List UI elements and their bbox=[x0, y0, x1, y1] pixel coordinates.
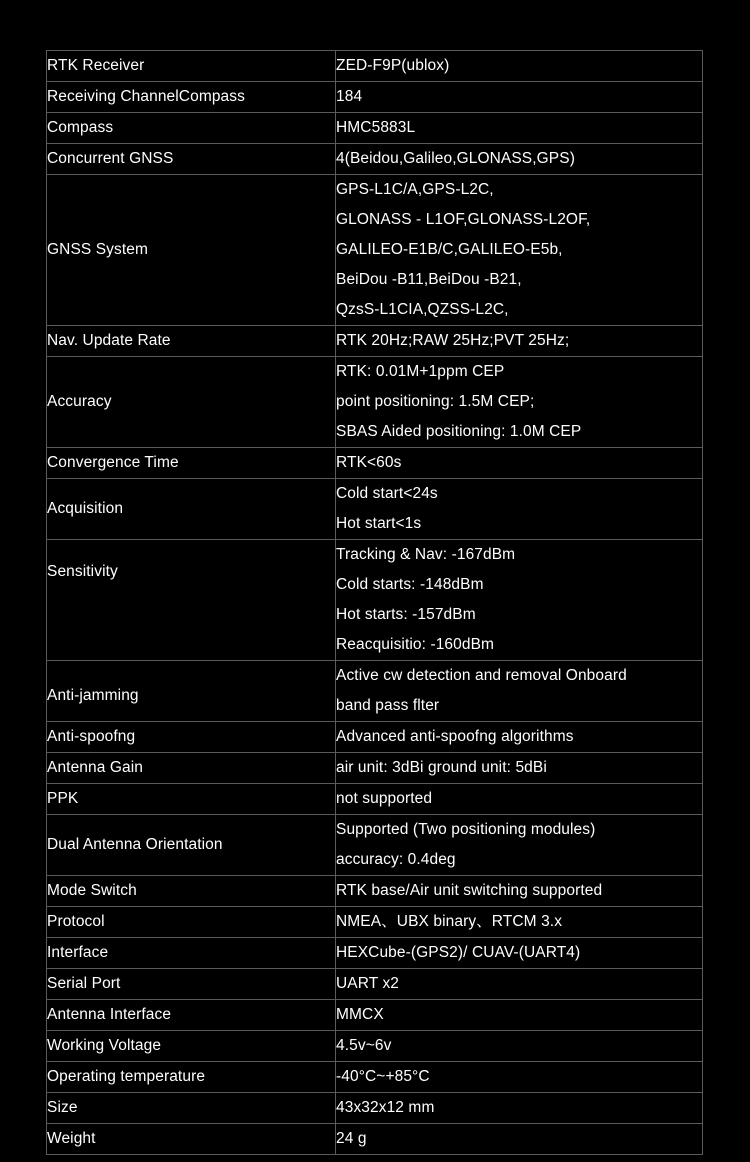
spec-label: Anti-jamming bbox=[47, 687, 139, 704]
spec-value-cell bbox=[336, 753, 703, 784]
spec-label: Receiving ChannelCompass bbox=[47, 88, 245, 105]
spec-label: Working Voltage bbox=[47, 1037, 162, 1054]
spec-label: Antenna Interface bbox=[47, 1006, 172, 1023]
spec-row bbox=[47, 540, 703, 661]
spec-value-cell bbox=[336, 82, 703, 113]
spec-value-line: HMC5883L bbox=[336, 119, 416, 136]
spec-row bbox=[47, 82, 703, 113]
spec-label-cell bbox=[47, 540, 336, 661]
spec-value-line: MMCX bbox=[336, 1006, 384, 1023]
spec-label: RTK Receiver bbox=[47, 57, 145, 74]
spec-value-cell bbox=[336, 938, 703, 969]
spec-row bbox=[47, 113, 703, 144]
spec-value-cell bbox=[336, 144, 703, 175]
spec-row bbox=[47, 969, 703, 1000]
spec-value-line: 4(Beidou,Galileo,GLONASS,GPS) bbox=[336, 150, 575, 167]
spec-label: Weight bbox=[47, 1130, 96, 1147]
spec-value-cell bbox=[336, 969, 703, 1000]
spec-value-line: not supported bbox=[336, 790, 433, 807]
spec-value-line: NMEA、UBX binary、RTCM 3.x bbox=[336, 913, 563, 930]
spec-value-line: Hot start<1s bbox=[336, 515, 422, 532]
spec-label-cell bbox=[47, 448, 336, 479]
spec-label: Sensitivity bbox=[47, 563, 118, 580]
spec-value-cell bbox=[336, 1062, 703, 1093]
spec-row bbox=[47, 938, 703, 969]
spec-value-line: 24 g bbox=[336, 1130, 367, 1147]
spec-value-cell bbox=[336, 1000, 703, 1031]
spec-label: Convergence Time bbox=[47, 454, 179, 471]
spec-value-line: HEXCube-(GPS2)/ CUAV-(UART4) bbox=[336, 944, 581, 961]
spec-row bbox=[47, 753, 703, 784]
spec-value-line: GLONASS - L1OF,GLONASS-L2OF, bbox=[336, 211, 591, 228]
spec-value-line: Supported (Two positioning modules) bbox=[336, 821, 596, 838]
spec-label: Accuracy bbox=[47, 393, 112, 410]
spec-value-line: ZED-F9P(ublox) bbox=[336, 57, 450, 74]
spec-row bbox=[47, 357, 703, 448]
spec-value-line: RTK 20Hz;RAW 25Hz;PVT 25Hz; bbox=[336, 332, 570, 349]
spec-value-cell bbox=[336, 113, 703, 144]
spec-row bbox=[47, 815, 703, 876]
spec-label-cell bbox=[47, 907, 336, 938]
spec-value-cell bbox=[336, 1124, 703, 1155]
spec-label: Acquisition bbox=[47, 500, 124, 517]
spec-row bbox=[47, 448, 703, 479]
spec-value-cell bbox=[336, 1093, 703, 1124]
spec-row bbox=[47, 722, 703, 753]
spec-row bbox=[47, 1062, 703, 1093]
spec-label: Serial Port bbox=[47, 975, 121, 992]
spec-label: Protocol bbox=[47, 913, 105, 930]
spec-row bbox=[47, 784, 703, 815]
spec-row bbox=[47, 876, 703, 907]
spec-value-cell bbox=[336, 479, 703, 540]
spec-label: Nav. Update Rate bbox=[47, 332, 171, 349]
spec-value-cell bbox=[336, 326, 703, 357]
spec-value-cell bbox=[336, 815, 703, 876]
spec-label-cell bbox=[47, 1093, 336, 1124]
spec-label: Concurrent GNSS bbox=[47, 150, 174, 167]
spec-value-line: Tracking & Nav: -167dBm bbox=[336, 546, 516, 563]
spec-value-line: GALILEO-E1B/C,GALILEO-E5b, bbox=[336, 241, 563, 258]
spec-row bbox=[47, 479, 703, 540]
spec-label-cell bbox=[47, 753, 336, 784]
spec-row bbox=[47, 1093, 703, 1124]
spec-row bbox=[47, 326, 703, 357]
spec-row bbox=[47, 51, 703, 82]
spec-label-cell bbox=[47, 815, 336, 876]
spec-value-line: 43x32x12 mm bbox=[336, 1099, 435, 1116]
spec-value-line: point positioning: 1.5M CEP; bbox=[336, 393, 535, 410]
spec-value-line: UART x2 bbox=[336, 975, 400, 992]
spec-value-cell bbox=[336, 51, 703, 82]
spec-label-cell bbox=[47, 1062, 336, 1093]
spec-label: Interface bbox=[47, 944, 109, 961]
spec-label-cell bbox=[47, 113, 336, 144]
spec-value-line: QzsS-L1CIA,QZSS-L2C, bbox=[336, 301, 509, 318]
spec-value-cell bbox=[336, 784, 703, 815]
spec-value-line: Hot starts: -157dBm bbox=[336, 606, 476, 623]
spec-label-cell bbox=[47, 969, 336, 1000]
spec-label-cell bbox=[47, 722, 336, 753]
spec-label-cell bbox=[47, 144, 336, 175]
spec-label-cell bbox=[47, 1031, 336, 1062]
spec-value-line: -40°C~+85°C bbox=[336, 1068, 430, 1085]
spec-label-cell bbox=[47, 1000, 336, 1031]
spec-label-cell bbox=[47, 784, 336, 815]
spec-label-cell bbox=[47, 326, 336, 357]
spec-value-cell bbox=[336, 1031, 703, 1062]
spec-value-line: Active cw detection and removal Onboard bbox=[336, 667, 627, 684]
spec-label: Size bbox=[47, 1099, 78, 1116]
spec-row bbox=[47, 1124, 703, 1155]
spec-label-cell bbox=[47, 661, 336, 722]
spec-value-cell bbox=[336, 540, 703, 661]
spec-value-line: band pass flter bbox=[336, 697, 440, 714]
spec-label: Operating temperature bbox=[47, 1068, 206, 1085]
spec-label-cell bbox=[47, 51, 336, 82]
spec-value-cell bbox=[336, 357, 703, 448]
spec-label-cell bbox=[47, 175, 336, 326]
spec-label: Anti-spoofng bbox=[47, 728, 136, 745]
spec-value-line: air unit: 3dBi ground unit: 5dBi bbox=[336, 759, 547, 776]
spec-value-cell bbox=[336, 907, 703, 938]
spec-row bbox=[47, 907, 703, 938]
spec-value-line: RTK<60s bbox=[336, 454, 402, 471]
spec-label-cell bbox=[47, 876, 336, 907]
spec-label-cell bbox=[47, 479, 336, 540]
spec-row bbox=[47, 1031, 703, 1062]
spec-label: Antenna Gain bbox=[47, 759, 143, 776]
spec-row bbox=[47, 144, 703, 175]
spec-value-line: Cold starts: -148dBm bbox=[336, 576, 484, 593]
spec-value-line: BeiDou -B11,BeiDou -B21, bbox=[336, 271, 522, 288]
spec-label: Dual Antenna Orientation bbox=[47, 836, 223, 853]
spec-value-cell bbox=[336, 448, 703, 479]
spec-value-cell bbox=[336, 175, 703, 326]
spec-value-line: accuracy: 0.4deg bbox=[336, 851, 456, 868]
spec-label-cell bbox=[47, 357, 336, 448]
spec-value-line: RTK base/Air unit switching supported bbox=[336, 882, 603, 899]
spec-value-cell bbox=[336, 661, 703, 722]
spec-label: PPK bbox=[47, 790, 79, 807]
spec-label: Mode Switch bbox=[47, 882, 137, 899]
spec-row bbox=[47, 1000, 703, 1031]
spec-table bbox=[46, 50, 703, 1155]
spec-label-cell bbox=[47, 1124, 336, 1155]
spec-label: Compass bbox=[47, 119, 114, 136]
spec-value-line: Cold start<24s bbox=[336, 485, 438, 502]
spec-label-cell bbox=[47, 82, 336, 113]
spec-table-body bbox=[47, 51, 703, 1155]
spec-value-line: 4.5v~6v bbox=[336, 1037, 392, 1054]
spec-label-cell bbox=[47, 938, 336, 969]
spec-value-line: Advanced anti-spoofng algorithms bbox=[336, 728, 574, 745]
spec-row bbox=[47, 661, 703, 722]
spec-value-line: RTK: 0.01M+1ppm CEP bbox=[336, 363, 505, 380]
spec-value-line: SBAS Aided positioning: 1.0M CEP bbox=[336, 423, 582, 440]
spec-value-cell bbox=[336, 722, 703, 753]
spec-label: GNSS System bbox=[47, 241, 149, 258]
spec-value-line: GPS-L1C/A,GPS-L2C, bbox=[336, 181, 494, 198]
spec-row bbox=[47, 175, 703, 326]
spec-value-line: Reacquisitio: -160dBm bbox=[336, 636, 495, 653]
spec-value-cell bbox=[336, 876, 703, 907]
spec-value-line: 184 bbox=[336, 88, 363, 105]
